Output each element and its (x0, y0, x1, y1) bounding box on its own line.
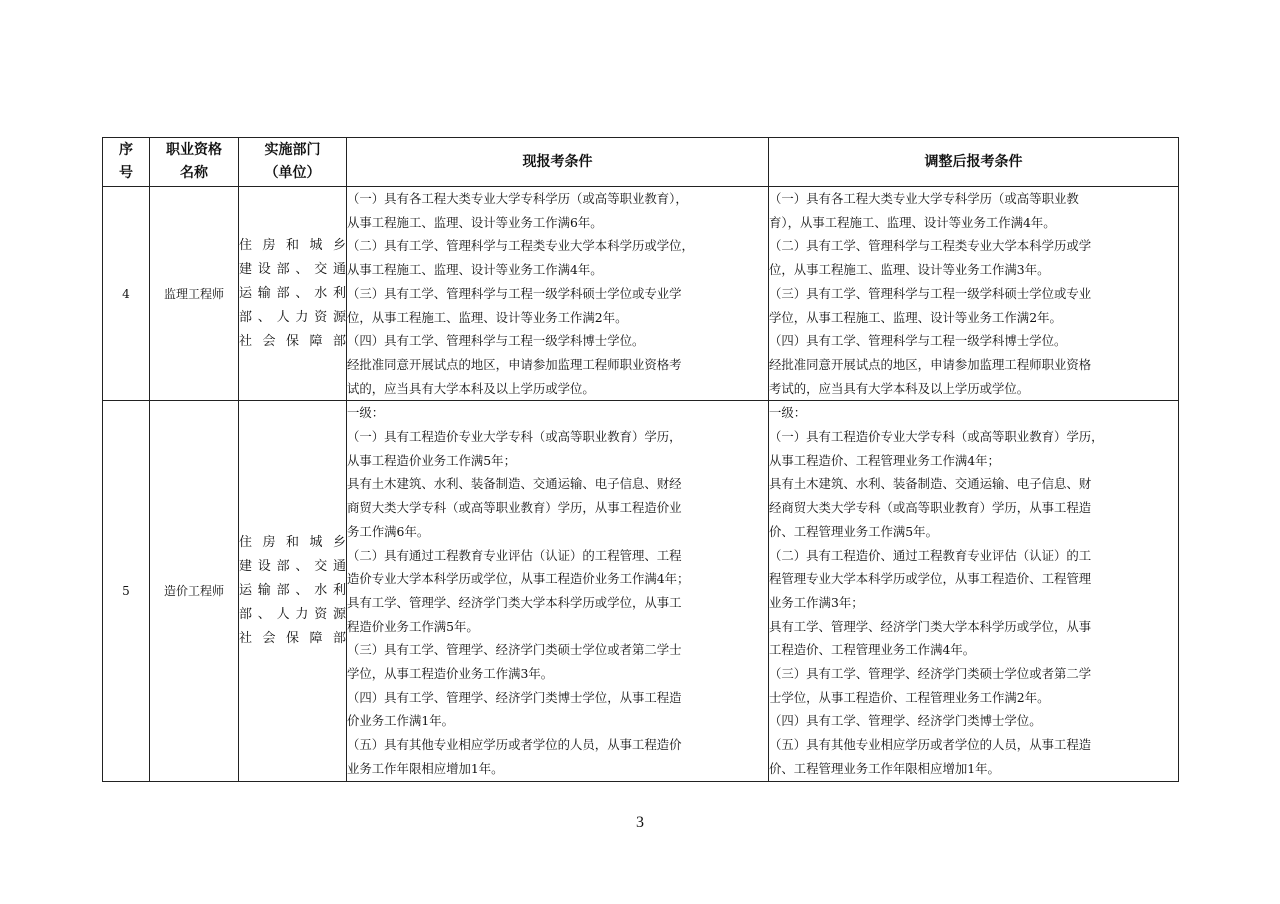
department-line: 社会保障部 (239, 333, 346, 349)
header-dept-line: （单位） (264, 165, 321, 181)
condition-line: （四）具有工学、管理学、经济学门类博士学位。 (769, 713, 1042, 729)
condition-line: （一）具有工程造价专业大学专科（或高等职业教育）学历， (769, 429, 1104, 445)
condition-line: 经批准同意开展试点的地区，申请参加监理工程师职业资格考 (347, 356, 682, 372)
qualification-name: 监理工程师 (150, 187, 239, 401)
header-index-line: 序 (119, 142, 133, 158)
condition-line: 具有土木建筑、水利、装备制造、交通运输、电子信息、财 (769, 476, 1092, 492)
condition-line: 价、工程管理业务工作满5年。 (769, 523, 938, 539)
condition-line: 士学位，从事工程造价、工程管理业务工作满2年。 (769, 689, 1050, 705)
department-line: 住房和城乡 (239, 237, 346, 253)
qualification-name: 造价工程师 (150, 401, 239, 781)
condition-line: 从事工程造价业务工作满5年； (347, 452, 516, 468)
department-line: 部、人力资源 (239, 309, 346, 325)
condition-line: 业务工作年限相应增加1年。 (347, 760, 504, 776)
header-name-line: 职业资格 (166, 142, 222, 158)
condition-line: 位，从事工程施工、监理、设计等业务工作满3年。 (769, 262, 1050, 278)
condition-line: （四）具有工学、管理学、经济学门类博士学位，从事工程造 (347, 689, 682, 705)
table-row (103, 187, 1179, 401)
condition-line: （三）具有工学、管理科学与工程一级学科硕士学位或专业 (769, 285, 1092, 301)
condition-line: 工程造价、工程管理业务工作满4年。 (769, 642, 976, 658)
condition-line: 学位，从事工程施工、监理、设计等业务工作满2年。 (769, 309, 1062, 325)
department-line: 建设部、交通 (239, 558, 346, 574)
condition-line: 价业务工作满1年。 (347, 713, 455, 729)
condition-line: （二）具有通过工程教育专业评估（认证）的工程管理、工程 (347, 547, 682, 563)
condition-line: （四）具有工学、管理科学与工程一级学科博士学位。 (347, 333, 645, 349)
condition-line: 位，从事工程施工、监理、设计等业务工作满2年。 (347, 309, 628, 325)
current-conditions-cell (347, 401, 769, 781)
department-cell (239, 401, 347, 781)
condition-line: 从事工程施工、监理、设计等业务工作满6年。 (347, 214, 603, 230)
condition-line: 价、工程管理业务工作年限相应增加1年。 (769, 760, 1000, 776)
department-cell (239, 187, 347, 401)
condition-line: 具有工学、管理学、经济学门类大学本科学历或学位，从事工 (347, 594, 682, 610)
condition-line: （二）具有工学、管理科学与工程类专业大学本科学历或学位， (347, 238, 694, 254)
table-row (103, 401, 1179, 781)
header-index-line: 号 (119, 165, 133, 181)
condition-line: （五）具有其他专业相应学历或者学位的人员，从事工程造价 (347, 737, 682, 753)
condition-line: 经批准同意开展试点的地区，申请参加监理工程师职业资格 (769, 356, 1092, 372)
qualification-table (102, 137, 1179, 782)
header-index (103, 138, 150, 187)
header-current-conditions: 现报考条件 (347, 138, 769, 187)
page-number: 3 (636, 814, 644, 831)
condition-line: （三）具有工学、管理学、经济学门类硕士学位或者第二学士 (347, 642, 682, 658)
condition-line: 程造价业务工作满5年。 (347, 618, 479, 634)
condition-line: 具有土木建筑、水利、装备制造、交通运输、电子信息、财经 (347, 476, 682, 492)
condition-line: 商贸大类大学专科（或高等职业教育）学历，从事工程造价业 (347, 500, 682, 516)
condition-line: 业务工作满3年； (769, 594, 864, 610)
condition-line: （三）具有工学、管理科学与工程一级学科硕士学位或专业学 (347, 285, 682, 301)
row-index: 5 (103, 401, 150, 781)
condition-line: 学位，从事工程造价业务工作满3年。 (347, 666, 554, 682)
condition-line: 经商贸大类大学专科（或高等职业教育）学历，从事工程造 (769, 500, 1092, 516)
condition-line: 务工作满6年。 (347, 523, 430, 539)
condition-line: 考试的，应当具有大学本科及以上学历或学位。 (769, 380, 1030, 396)
header-dept-line: 实施部门 (264, 142, 321, 158)
department-line: 住房和城乡 (239, 534, 346, 550)
adjusted-conditions-cell (769, 401, 1179, 781)
adjusted-conditions-cell (769, 187, 1179, 401)
condition-line: 从事工程造价、工程管理业务工作满4年； (769, 452, 1000, 468)
condition-line: 一级： (347, 405, 385, 421)
condition-line: 程管理专业大学本科学历或学位，从事工程造价、工程管理 (769, 571, 1092, 587)
header-adjusted-conditions: 调整后报考条件 (769, 138, 1179, 187)
condition-line: （一）具有各工程大类专业大学专科学历（或高等职业教育）， (347, 191, 688, 206)
condition-line: 具有工学、管理学、经济学门类大学本科学历或学位，从事 (769, 618, 1092, 634)
header-department (239, 138, 347, 187)
header-name-line: 名称 (180, 165, 208, 181)
condition-line: （一）具有工程造价专业大学专科（或高等职业教育）学历， (347, 429, 682, 445)
condition-line: （一）具有各工程大类专业大学专科学历（或高等职业教 (769, 191, 1079, 206)
department-line: 部、人力资源 (239, 606, 346, 622)
condition-line: 造价专业大学本科学历或学位，从事工程造价业务工作满4年； (347, 571, 690, 587)
condition-line: 育），从事工程施工、监理、设计等业务工作满4年。 (769, 214, 1056, 230)
department-line: 运输部、水利 (239, 582, 346, 598)
condition-line: （四）具有工学、管理科学与工程一级学科博士学位。 (769, 333, 1067, 349)
table-header-row (103, 138, 1179, 187)
condition-line: （三）具有工学、管理学、经济学门类硕士学位或者第二学 (769, 666, 1092, 682)
condition-line: 一级： (769, 405, 807, 421)
department-line: 运输部、水利 (239, 285, 346, 301)
row-index: 4 (103, 187, 150, 401)
condition-line: （五）具有其他专业相应学历或者学位的人员，从事工程造 (769, 737, 1092, 753)
condition-line: 从事工程施工、监理、设计等业务工作满4年。 (347, 262, 603, 278)
header-qualification-name (150, 138, 239, 187)
current-conditions-cell (347, 187, 769, 401)
condition-line: （二）具有工程造价、通过工程教育专业评估（认证）的工 (769, 547, 1092, 563)
department-line: 社会保障部 (239, 630, 346, 646)
condition-line: （二）具有工学、管理科学与工程类专业大学本科学历或学 (769, 238, 1092, 254)
condition-line: 试的，应当具有大学本科及以上学历或学位。 (347, 380, 595, 396)
department-line: 建设部、交通 (239, 261, 346, 277)
